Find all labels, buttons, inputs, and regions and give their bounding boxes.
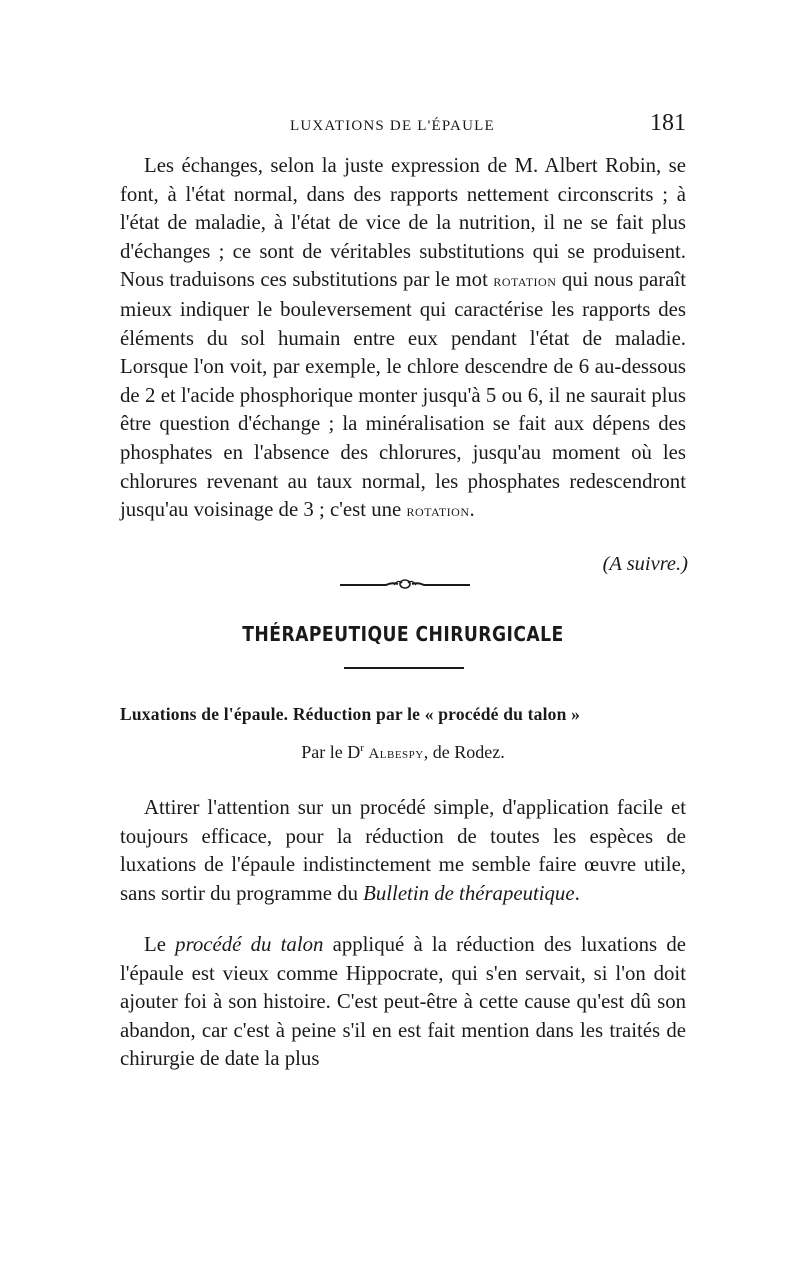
paragraph-procede: [120, 931, 686, 1074]
running-head: [120, 110, 686, 148]
article-title: Luxations de l'épaule. Réduction par le « procédé du talon »: [120, 704, 581, 724]
paragraph-echanges-text-2: qui nous paraît mieux indiquer le bouleversement qui caractérise les rapports des éléments du sol humain entre eux pendant l'état de maladie. Lorsque l'on voit, par exemple, le chlore descendre de 6 au-dessous de 2 et l'acide phosphorique monter jusqu'à 5 ou 6, il ne saurait plus être question d'échange ; la minéralisation se fait aux dépens des phosphates en l'absence des chlorures, jusqu'au moment où les chlorures revenant au taux normal, les phosphates redescendront jusqu'au voisinage de 3 ; c'est une: [120, 268, 686, 522]
section-title: THÉRAPEUTIQUE CHIRURGICALE: [242, 622, 564, 646]
paragraph-procede-text-1: Le: [144, 933, 176, 956]
byline-author: Albespy: [368, 746, 424, 762]
ornament-divider: [338, 576, 472, 590]
byline-sup: r: [360, 742, 364, 754]
paragraph-procede-text-2: appliqué à la réduction des luxations de l'épaule est vieux comme Hippocrate, qui s'en servait, si l'on doit ajouter foi à son histoire. C'est peut-être à cette cause qu'est dû son abandon, car c'est à peine s'il en est fait mention dans les traités de chirurgie de date la plus: [120, 933, 686, 1071]
byline-suffix: , de Rodez.: [423, 742, 505, 762]
paragraph-attirer: [120, 794, 686, 908]
paragraph-echanges-text-3: .: [469, 498, 475, 522]
procede-du-talon: procédé du talon: [175, 933, 324, 956]
paragraph-echanges: [120, 152, 686, 526]
paragraph-attirer-text-2: .: [574, 881, 580, 905]
bulletin-title: Bulletin de thérapeutique: [363, 881, 575, 905]
paragraph-echanges-text-1: Les échanges, selon la juste expression de M. Albert Robin, se font, à l'état normal, dans des rapports nettement circonscrits ; à l'état de maladie, à l'état de vice de la nutrition, il ne se fait plus d'échanges ; ce sont de véritables substitutions qui se produisent. Nous traduisons ces substitutions par le mot: [120, 154, 686, 292]
byline: [120, 742, 686, 763]
title-rule: [344, 667, 464, 669]
byline-prefix: Par le D: [301, 742, 361, 762]
term-rotation-final: rotation: [406, 501, 470, 521]
term-rotation: rotation: [493, 271, 557, 291]
paragraph-attirer-text-1: Attirer l'attention sur un procédé simple, d'application facile et toujours efficace, pour la réduction de toutes les espèces de luxations de l'épaule indistinctement me semble faire œuvre utile, sans sortir du programme du: [120, 796, 686, 905]
continuation-note: (A suivre.): [602, 553, 688, 575]
running-head-title: LUXATIONS DE L'ÉPAULE: [290, 118, 495, 134]
page-number: 181: [650, 110, 686, 136]
